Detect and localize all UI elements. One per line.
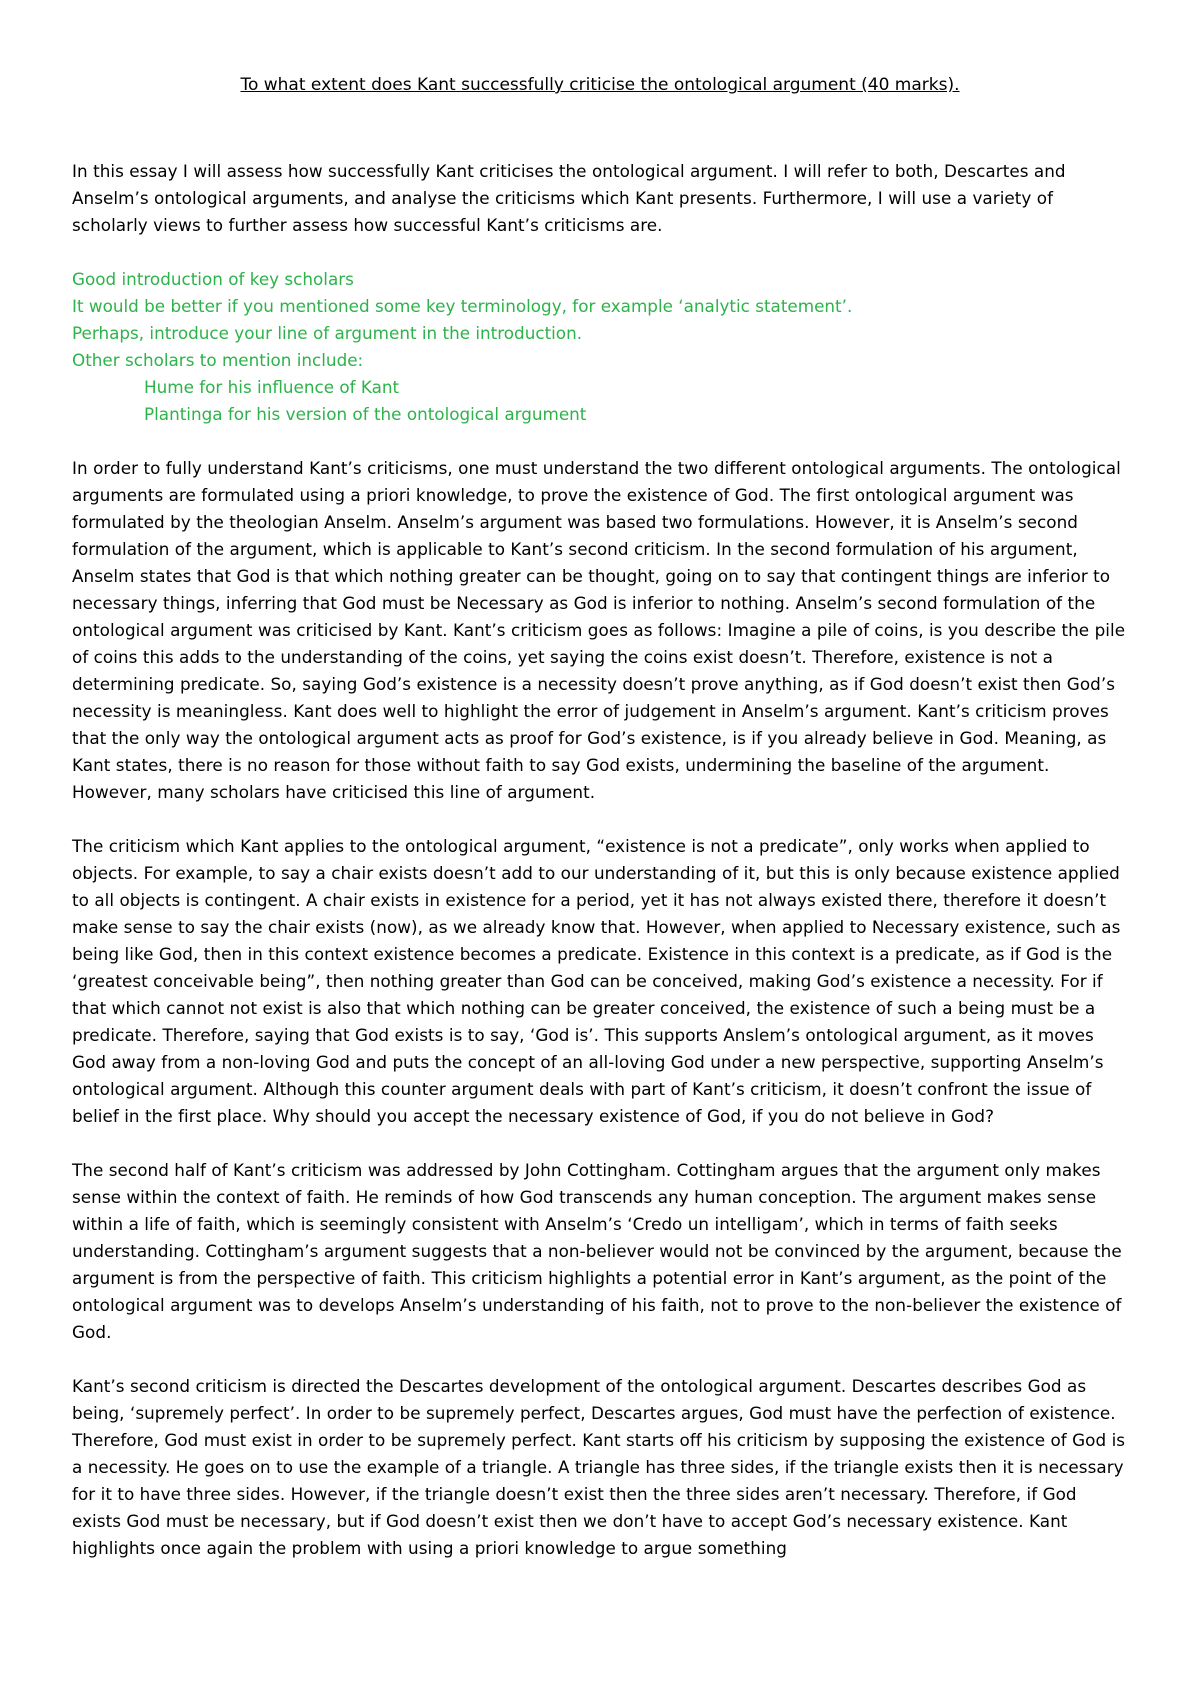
- body-paragraph-4: Kant’s second criticism is directed the Descartes development of the ontological argument. Descartes describes God as being, ‘supremely perfect’. In order to be supremely perfect, Descartes argues, God must have the perfection of existence. Therefore, God must exist in order to be supremely perfect. Kant starts off his criticism by supposing the existence of God is a necessity. He goes on to use the example of a triangle. A triangle has three sides, if the triangle exists then it is necessary for it to have three sides. However, if the triangle doesn’t exist then the three sides aren’t necessary. Therefore, if God exists God must be necessary, but if God doesn’t exist then we don’t have to accept God’s necessary existence. Kant highlights once again the problem with using a priori knowledge to argue something: [72, 1376, 1126, 1558]
- essay-body: [72, 158, 1130, 1589]
- teacher-feedback: [72, 266, 1130, 428]
- feedback-line: Good introduction of key scholars: [72, 269, 354, 289]
- body-paragraph-2: The criticism which Kant applies to the ontological argument, “existence is not a predicate”, only works when applied to objects. For example, to say a chair exists doesn’t add to our understanding of it, but this is only because existence applied to all objects is contingent. A chair exists in existence for a period, yet it has not always existed there, therefore it doesn’t make sense to say the chair exists (now), as we already know that. However, when applied to Necessary existence, such as being like God, then in this context existence becomes a predicate. Existence in this context is a predicate, as if God is the ‘greatest conceivable being”, then nothing greater than God can be conceived, making God’s existence a necessity. For if that which cannot not exist is also that which nothing can be greater conceived, the existence of such a being must be a predicate. Therefore, saying that God exists is to say, ‘God is’. This supports Anslem’s ontological argument, as it moves God away from a non-loving God and puts the concept of an all-loving God under a new perspective, supporting Anselm’s ontological argument. Although this counter argument deals with part of Kant’s criticism, it doesn’t confront the issue of belief in the first place. Why should you accept the necessary existence of God, if you do not believe in God?: [72, 836, 1121, 1126]
- feedback-line: Other scholars to mention include:: [72, 350, 364, 370]
- body-paragraph-3: The second half of Kant’s criticism was addressed by John Cottingham. Cottingham argues that the argument only makes sense within the context of faith. He reminds of how God transcends any human conception. The argument makes sense within a life of faith, which is seemingly consistent with Anselm’s ‘Credo un intelligam’, which in terms of faith seeks understanding. Cottingham’s argument suggests that a non-believer would not be convinced by the argument, because the argument is from the perspective of faith. This criticism highlights a potential error in Kant’s argument, as the point of the ontological argument was to develops Anselm’s understanding of his faith, not to prove to the non-believer the existence of God.: [72, 1160, 1122, 1342]
- feedback-scholar-plantinga: Plantinga for his version of the ontological argument: [144, 404, 587, 424]
- feedback-scholar-hume: Hume for his influence of Kant: [144, 377, 400, 397]
- essay-title: To what extent does Kant successfully criticise the ontological argument (40 marks).: [240, 75, 960, 95]
- feedback-line: Perhaps, introduce your line of argument in the introduction.: [72, 323, 583, 343]
- body-paragraph-1: In order to fully understand Kant’s criticisms, one must understand the two different ontological arguments. The ontological arguments are formulated using a priori knowledge, to prove the existence of God. The first ontological argument was formulated by the theologian Anselm. Anselm’s argument was based two formulations. However, it is Anselm’s second formulation of the argument, which is applicable to Kant’s second criticism. In the second formulation of his argument, Anselm states that God is that which nothing greater can be thought, going on to say that contingent things are inferior to necessary things, inferring that God must be Necessary as God is inferior to nothing. Anselm’s second formulation of the ontological argument was criticised by Kant. Kant’s criticism goes as follows: Imagine a pile of coins, is you describe the pile of coins this adds to the understanding of the coins, yet saying the coins exist doesn’t. Therefore, existence is not a determining predicate. So, saying God’s existence is a necessity doesn’t prove anything, as if God doesn’t exist then God’s necessity is meaningless. Kant does well to highlight the error of judgement in Anselm’s argument. Kant’s criticism proves that the only way the ontological argument acts as proof for God’s existence, is if you already believe in God. Meaning, as Kant states, there is no reason for those without faith to say God exists, undermining the baseline of the argument. However, many scholars have criticised this line of argument.: [72, 458, 1126, 802]
- feedback-line: It would be better if you mentioned some key terminology, for example ‘analytic statement’.: [72, 296, 853, 316]
- intro-paragraph: In this essay I will assess how successfully Kant criticises the ontological argument. I will refer to both, Descartes and Anselm’s ontological arguments, and analyse the criticisms which Kant presents. Furthermore, I will use a variety of scholarly views to further assess how successful Kant’s criticisms are.: [72, 161, 1066, 235]
